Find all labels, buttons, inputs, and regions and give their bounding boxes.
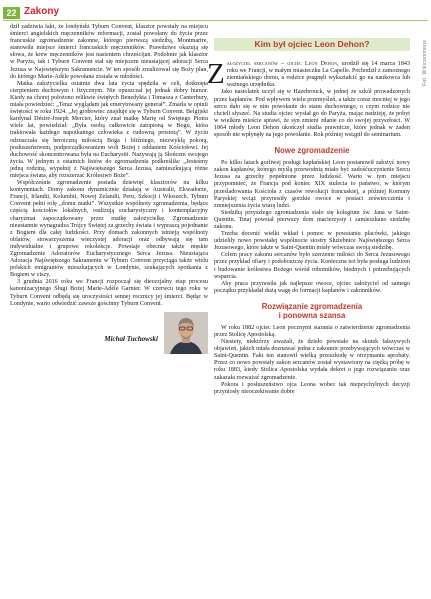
section1-paragraph-2: Siedzibą przyszłego zgromadzenia stało się kolegium św. Jana w Saint-Quentin. Tutaj powstał pierwszy dom macierzysty i zamieszkano siedzibę zakonu. bbox=[214, 209, 410, 230]
section-heading-new-congregation: Nowe zgromadzenie bbox=[274, 146, 350, 156]
page-header bbox=[0, 0, 431, 22]
section1-paragraph-1: Po kilku latach gorliwej posługi kapłańskiej Leon postanowił założyć nowy zakon kapłanów, którego myślą przewodnią miało być zadośćuczynienie Sercu Jezusa za grzechy popełnione przez ludzkość. Warto w tym miejscu przypomnieć, że Francja pod koniec XIX stulecia to państwo, w którym prześladowania Kościoła z czasów rewolucji francuskiej, a później Komuny Paryskiej wciąż przynosiły gorzkie owoce w postaci zeświecczenia i zmniejszenia życia wiarą ludzi. bbox=[214, 160, 410, 209]
section2-paragraph-2: Niestety, niektórzy uważali, że dzieło powstało na skutek fałszywych objawień, jakich miała doznawać jedna z zakonnic przebywających wówczas w Saint-Quentin. Fakt ten stanowił wielką przeszkodę w otrzymaniu aprobaty. Przez co nowo powstały zakon sercanów został wystawiony na ciężką próbę w roku 1883, kiedy Stolica Apostolska wydała dekret o jego rozwiązaniu oraz zakazała rozważać zgromadzenie. bbox=[214, 339, 410, 381]
left-paragraph-2: Matka założycielka ostatnie dwa lata życia spędziła w celi, dotknięta cierpieniem duchowym i fizycznym. Nie opuszczał jej jednak dobry humor. Kiedy na chorej położono relikwie świętych Benedykta i Tomasza z Canterbury, miała powiedzieć: „Teraz wyglądam jak emerytowany generał”. Zmarła w opinii świętości w roku 1924. „Jej grobowiec znajduje się w Tyburn Convent. Belgijski kardynał Désiré-Joseph Mercier, który znał matkę Marię od Świętego Piotra wiele lat, powiedział: „Była osobą całkowicie zatopioną w Bogu, która traktowała każdego napotkanego człowieka z cudowną prostotą”. W życiu odznaczała się heroiczną miłością Boga i bliźniego, niezwykłą pokorą, posłuszeństwem, podporządkowaniem woli Bożej i oddaniem Kościołowi. Jej duchowość skoncentrowana była na Eucharystii. Nazywają ją Słońcem swojego życia. W jednym z ostatnich listów do zgromadzenia podkreśliła: „Jesteśmy jedną rodziną, wypełnij z Najświętszego Serca Jezusa, zamieszkującą różne miejsca świata, aby rozszerzać Królestwo Boże”. bbox=[10, 80, 208, 179]
section1-paragraph-3: Trzeba docenić wielki wkład i pomoc w powstaniu placówki, jakiego udzieliły nowo powstałej wspólnocie siostry Służebnice Najświętszego Serca Jezusowego, które także w Saint-Quentin miały wówczas swoją siedzibę. bbox=[214, 231, 410, 252]
right-paragraph-2: Jako nastolatek uczył się w Hazebrouck, w jednej ze szkół prowadzonych przez kapłanów. Pod wpływem wielu przemyśleń, a także coraz mocniej w jego sercu dało się w nim powołanie do stanu duchownego, o czym rodzice nie chcieli słyszeć. Na studia ojciec wysłał go do Paryża, mając nadzieję, że pobyt w wielkim mieście sprawi, że syn zmieni zdanie co do swojej przyszłości. W 1864 młody Leon Dehon ukończył studia prawnicze, które jednak w żaden sposób nie wpłynęły na jego powołanie. Rok później wstąpił do seminarium. bbox=[214, 89, 410, 139]
left-paragraph-1: dził zadziwia fakt, że londyński Tyburn Convent, klasztor powstały na miejscu śmierci angielskich męczenników reformacji, został powołany do życia przez francuskie zgromadzenie zakonne, którego pierwszą siedzibą, Montmartre, stanowiła miejsce śmierci francuskich męczenników. Prawdziwe okazują się słowa, że krew męczenników jest nasieniem chrześcijan. Podobnie jak klasztor w Paryżu, tak i Tyburn Convent stał się miejscem nieustającej adoracji Serca Jezusa w Najświętszym Sakramencie. W ten sposób zrealizował się Boży plan, do którego Marie-Adèle powołana została w młodości. bbox=[10, 24, 208, 80]
header-divider bbox=[3, 20, 428, 21]
author-block bbox=[10, 312, 208, 352]
section2-paragraph-1: W roku 1882 ojciec Leon pocznymi starania o zatwierdzenie zgromadzenia przez Stolicę Apostolską. bbox=[214, 324, 410, 338]
left-column bbox=[10, 24, 208, 352]
section-title: Zakony bbox=[24, 6, 60, 17]
author-photo bbox=[164, 312, 208, 354]
author-name: Michał Tuchowski bbox=[104, 334, 158, 343]
section-heading-dissolution bbox=[214, 302, 410, 320]
photo-credit: Fot. Wikicommons bbox=[422, 40, 428, 86]
section2-title-line1: Rozwiązanie zgromadzenia bbox=[261, 301, 363, 311]
right-intro-paragraph bbox=[207, 58, 410, 91]
drop-cap: Z bbox=[207, 58, 225, 91]
section2-paragraph-3: Pokora i posłuszeństwo ojca Leona wobec tak niepzychylnych decyzji przyniosły nieoczekiwanie dobre bbox=[214, 381, 410, 395]
left-paragraph-3: Współcześnie zgromadzenie posiada dziewięć klasztorów na kilku kontynentach. Domy zakonu dynamicznie działają w Australii, Ekwadorze, Francji, Irlandii, Kolumbii, Nowej Zelandii, Peru, Szkocji i Włoszech. Tyburn Convent pełni rolę „domu matki”. Wszystkie wspólnoty zgromadzenia, będące częścią kościołów lokalnych, realizują eucharystyczny i kontemplacyjny charyzmat zapoczątkowany przez matkę założycielkę. Zgromadzenie nieustannie wynagradza Trójcy Świętej za grzechy świata i wypraszą pojednanie z Bogiem dla całej ludzkości. Przy domach zakonnych istnieją wspólnoty oblatów, stowarzyszenia wieczystej adoracji oraz odbywają się tam indywidualne i grupowe rekolekcje. Powstaje obecnie także męskie Zgromadzenie Adoratorów Eucharystycznego Serca Jezusa. Nieustająca Adoracja Najświętszego Sakramentu w Tyburn Convent przyciąga także wielu polskich emigrantów mieszkających w Londynie, szukających spotkania z Bogiem w ciszy. bbox=[10, 180, 208, 279]
section1-paragraph-5: Aby praca przynosiła jak najlepsze owoce, ojciec założyciel od samego początku przykładał dużą wagę do formacji kapłanów i zakonników. bbox=[214, 280, 410, 294]
right-column bbox=[207, 24, 410, 396]
intro-text: urodził się 14 marca 1843 roku we Francji, w małym miasteczku La Capelle. Pochodził z zamożnego ziemiańskiego domu, a rodzice pragnęli wykształcić go na naukowca lub ważnego urzędnika. bbox=[226, 61, 410, 89]
section1-paragraph-4: Celem pracy zakonu sercanów było szerzenie miłości do Serca Jezusowego przez przykład ofiary i podoboszczę życia. Konieczna też była posługa ludziom i budowanie królestwa Bożego wśród robotników, biednych i potrzebujących wsparcia. bbox=[214, 252, 410, 280]
author-portrait-icon bbox=[164, 312, 208, 354]
section2-title-line2: i ponowna szansa bbox=[278, 310, 346, 320]
sidebar-box-title: Kim był ojciec Leon Dehon? bbox=[214, 38, 410, 51]
intro-lead: ałożyciel sercanów – ojciec Leon Dehon, bbox=[226, 61, 339, 68]
page-number: 22 bbox=[3, 7, 20, 19]
left-paragraph-4: 3 grudnia 2016 roku we Francji rozpoczął się diecezjalny etap procesu kanonizacyjnego Sługi Bożej Marie-Adèle Garnier. W czerwcu tego roku w Tyburn Convent odbędą się uroczystości sennej rocznicy jej śmierci. Będąc w Londynie, warto odwiedzić zawsze gościnny Tyburn Convent. bbox=[10, 279, 208, 307]
